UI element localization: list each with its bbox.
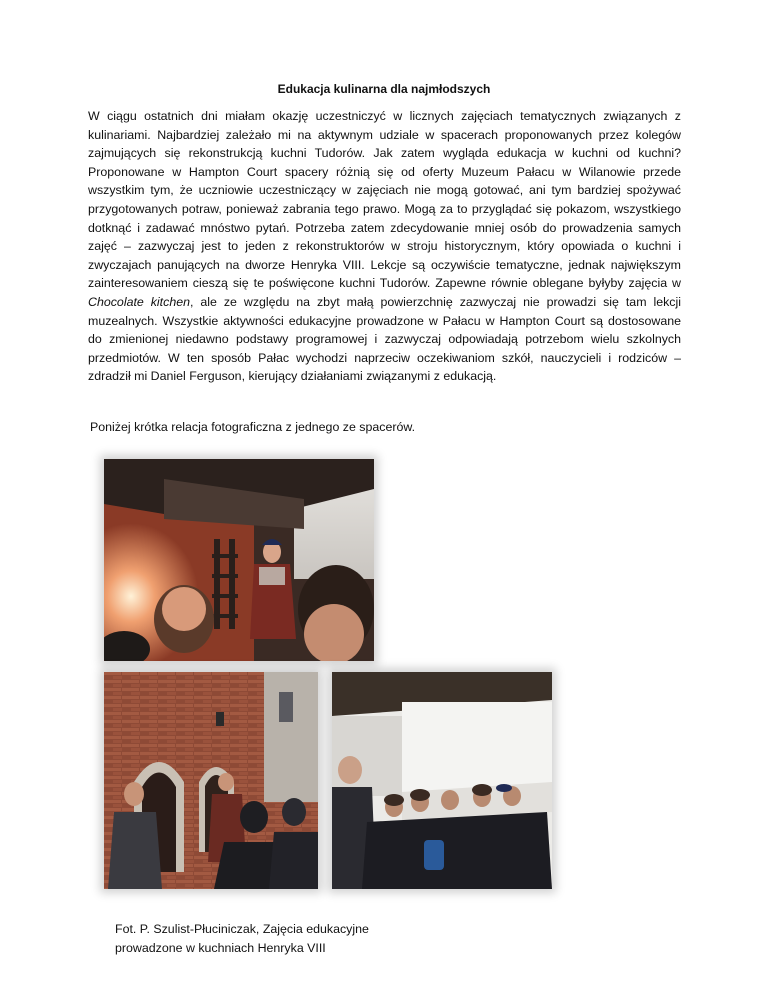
photo-intro-line: Poniżej krótka relacja fotograficzna z jednego ze spacerów. (90, 420, 416, 434)
photo-courtyard-group-image (104, 672, 318, 889)
document-title: Edukacja kulinarna dla najmłodszych (277, 82, 491, 96)
photo-students-room-image (332, 672, 552, 889)
paragraph-text-part-2: , ale ze względu na zbyt małą powierzchnię zazwyczaj nie prowadzi się tam lekcji muzealnych. Wszystkie aktywności edukacyjne prowadzone w Pałacu w Hampton Court są dostosowane do zmienionej niedawno podstawy programowej i zazwyczaj odpowiadają potrzebom wielu szkolnych przedmiotów. W ten sposób Pałac wychodzi naprzeciw oczekiwaniom szkół, nauczycieli i rodziców – zdradził mi Daniel Ferguson, kierujący działaniami związanymi z edukacją. (88, 294, 682, 384)
paragraph-italic-term: Chocolate kitchen (88, 294, 190, 309)
photo-caption (115, 920, 369, 958)
photo-students-room (332, 672, 552, 889)
photo-caption-line-2: prowadzone w kuchniach Henryka VIII (115, 941, 326, 955)
photo-kitchen-guide (104, 459, 374, 661)
paragraph-text-part-1: W ciągu ostatnich dni miałam okazję uczestniczyć w licznych zajęciach tematycznych związanych z kulinariami. Najbardziej zależało mi na aktywnym udziale w spacerach proponowanych przez kolegów zajmujących się rekonstrukcją kuchni Tudorów. Jak zatem wygląda edukacja w kuchni od kuchni? Proponowane w Hampton Court spacery różnią się od oferty Muzeum Pałacu w Wilanowie przede wszystkim tym, że uczniowie uczestniczący w zajęciach nie mogą gotować, ani tym bardziej spożywać przygotowanych potraw, ponieważ zabrania tego prawo. Mogą za to przyglądać się pokazom, wszystkiego dotknąć i zadawać mnóstwo pytań. Potrzeba zatem zdecydowanie mniej osób do prowadzenia samych zajęć – zazwyczaj jest to jeden z rekonstruktorów w stroju historycznym, który opowiada o kuchni i zwyczajach panujących na dworze Henryka VIII. Lekcje są oczywiście tematyczne, jednak największym zainteresowaniem cieszą się te poświęcone kuchni Tudorów. Zapewne równie oblegane byłyby zajęcia w (88, 109, 681, 291)
article-paragraph (88, 107, 681, 386)
photo-caption-line-1: Fot. P. Szulist-Płuciniczak, Zajęcia edukacyjne (115, 922, 369, 936)
photo-kitchen-guide-image (104, 459, 374, 661)
photo-courtyard-group (104, 672, 318, 889)
